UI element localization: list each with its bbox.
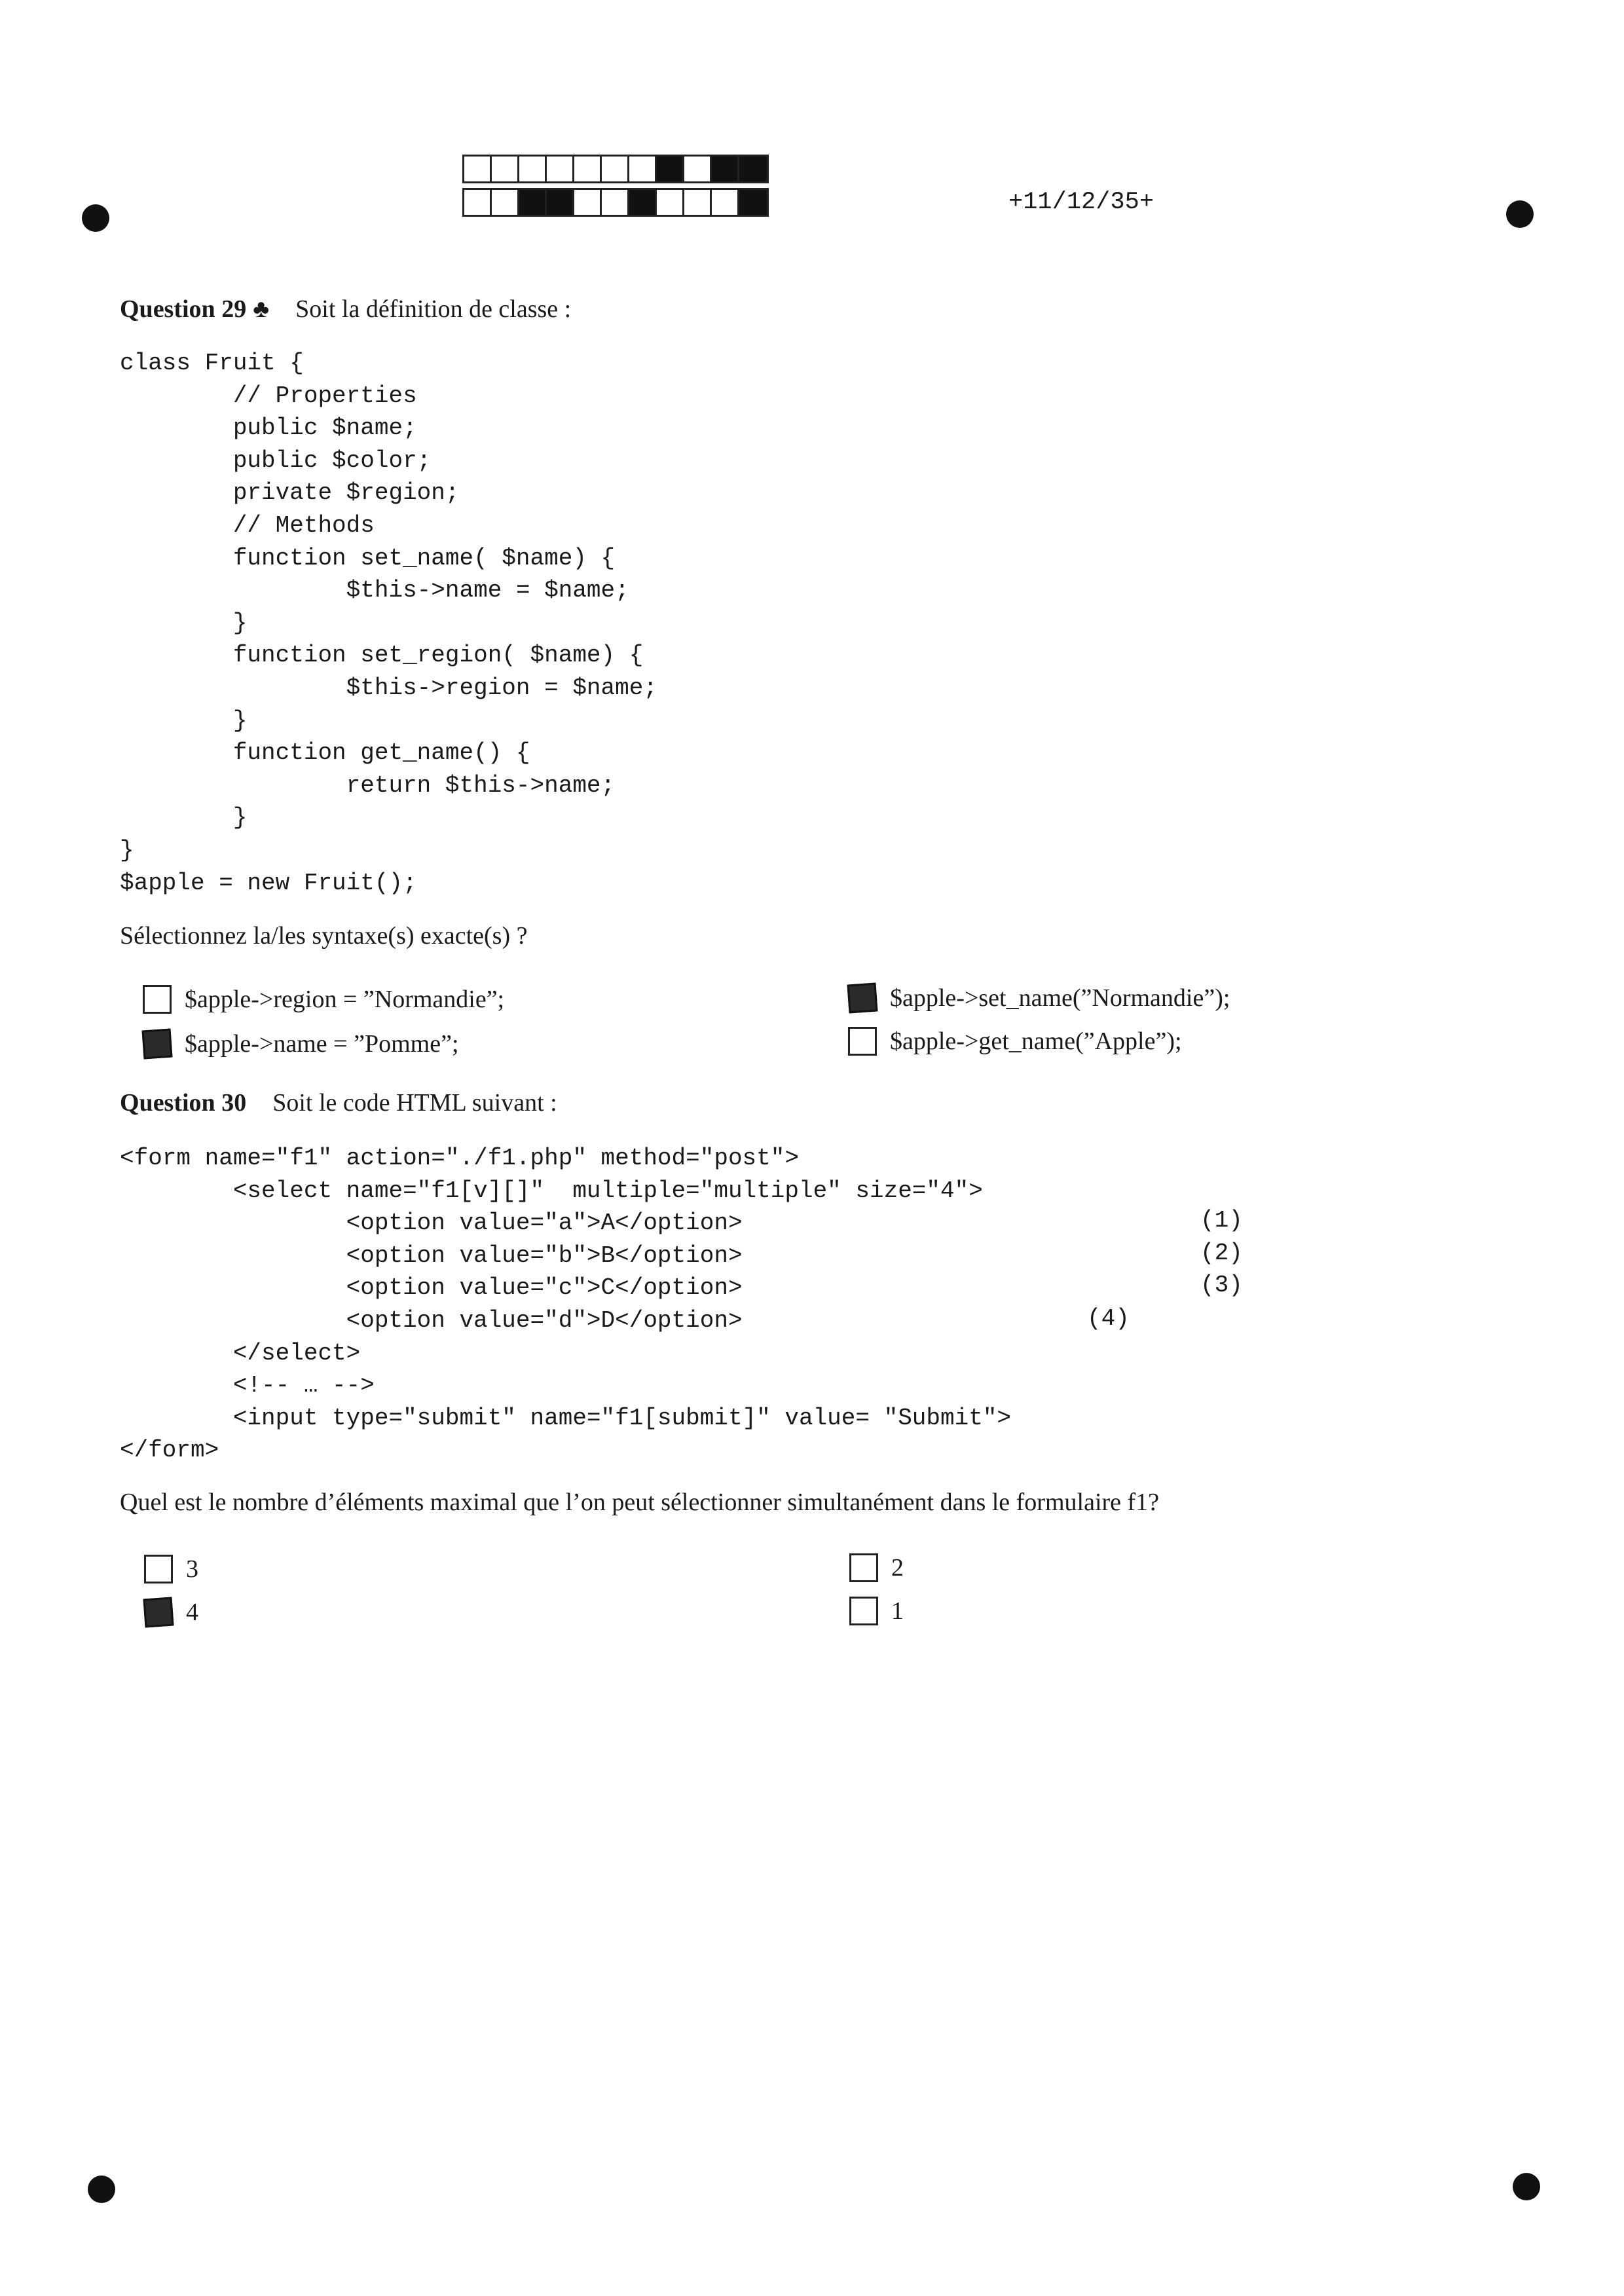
barcode-cell — [739, 157, 767, 181]
option-label: $apple->region = ”Normandie”; — [185, 986, 505, 1013]
barcode-cell — [464, 190, 492, 215]
corner-dot-top-right — [1506, 200, 1534, 228]
question-29-heading — [120, 295, 571, 324]
barcode-cell — [547, 157, 574, 181]
question-text: Soit la définition de classe : — [295, 295, 572, 323]
corner-dot-bottom-right — [1513, 2173, 1540, 2200]
barcode-cell — [629, 190, 657, 215]
question-number: Question 30 — [120, 1089, 247, 1117]
page-id: +11/12/35+ — [1008, 189, 1154, 216]
barcode-cell — [492, 157, 519, 181]
q29-option-1[interactable] — [143, 985, 504, 1014]
corner-dot-top-left — [82, 204, 109, 232]
q30-option-1[interactable] — [849, 1597, 904, 1625]
q30-option-4[interactable] — [144, 1598, 198, 1627]
checkbox[interactable] — [849, 1597, 878, 1625]
option-label: 4 — [186, 1599, 198, 1626]
checkbox[interactable] — [142, 1029, 173, 1060]
line-mark-4: (4) — [1087, 1305, 1130, 1332]
q29-option-4[interactable] — [848, 1027, 1182, 1056]
option-label: $apple->set_name(”Normandie”); — [890, 984, 1230, 1012]
barcode-cell — [629, 157, 657, 181]
html-code-block: <form name="f1" action="./f1.php" method="post"> <select name="f1[v][]" multiple="multiple" size="4"> <option value="a">A</option> <option value="b">B</option> <option value="c">C</option> <option value="d">D</option> </select> <!-- … --> <input type="submit" name="f1[submit]" value= "Submit"> </form> — [120, 1145, 1012, 1464]
q30-option-2[interactable] — [849, 1553, 904, 1582]
club-icon: ♣ — [253, 295, 270, 323]
option-label: $apple->get_name(”Apple”); — [890, 1028, 1182, 1055]
barcode-cell — [547, 190, 574, 215]
question-30-heading — [120, 1088, 557, 1117]
barcode-cell — [684, 190, 712, 215]
php-code-block: class Fruit { // Properties public $name; public $color; private $region; // Methods function set_name( $name) { $this->name = $name; } function set_region( $name) { $this->region = $name; } function get_name() { return $this->name; } } $apple = new Fruit(); — [120, 350, 657, 897]
barcode-cell — [574, 190, 602, 215]
line-mark-3: (3) — [1200, 1272, 1243, 1299]
barcode-row-1 — [462, 155, 769, 183]
q30-option-3[interactable] — [144, 1555, 198, 1583]
barcode-cell — [574, 157, 602, 181]
checkbox[interactable] — [849, 1553, 878, 1582]
option-label: 3 — [186, 1555, 198, 1583]
question-text: Soit le code HTML suivant : — [272, 1089, 557, 1117]
barcode-cell — [464, 157, 492, 181]
barcode-cell — [519, 157, 547, 181]
barcode-row-2 — [462, 188, 769, 217]
line-mark-1: (1) — [1200, 1207, 1243, 1234]
barcode-cell — [519, 190, 547, 215]
barcode-cell — [602, 157, 629, 181]
barcode-cell — [657, 157, 684, 181]
option-label: $apple->name = ”Pomme”; — [185, 1030, 459, 1058]
q29-option-3[interactable] — [848, 984, 1230, 1012]
corner-dot-bottom-left — [88, 2176, 115, 2203]
checkbox[interactable] — [847, 983, 878, 1014]
barcode-cell — [712, 190, 739, 215]
checkbox[interactable] — [143, 1597, 174, 1628]
barcode-cell — [657, 190, 684, 215]
line-mark-2: (2) — [1200, 1240, 1243, 1267]
barcode-cell — [492, 190, 519, 215]
question-29-prompt: Sélectionnez la/les syntaxe(s) exacte(s) ? — [120, 922, 528, 950]
barcode-cell — [739, 190, 767, 215]
q29-option-2[interactable] — [143, 1029, 459, 1058]
barcode-cell — [712, 157, 739, 181]
checkbox[interactable] — [143, 985, 172, 1014]
checkbox[interactable] — [144, 1555, 173, 1583]
question-number: Question 29 ♣ — [120, 295, 270, 323]
checkbox[interactable] — [848, 1027, 877, 1056]
barcode-cell — [602, 190, 629, 215]
barcode-cell — [684, 157, 712, 181]
option-label: 2 — [891, 1554, 904, 1582]
option-label: 1 — [891, 1597, 904, 1625]
question-30-prompt: Quel est le nombre d’éléments maximal que l’on peut sélectionner simultanément dans le formulaire f1? — [120, 1489, 1160, 1516]
